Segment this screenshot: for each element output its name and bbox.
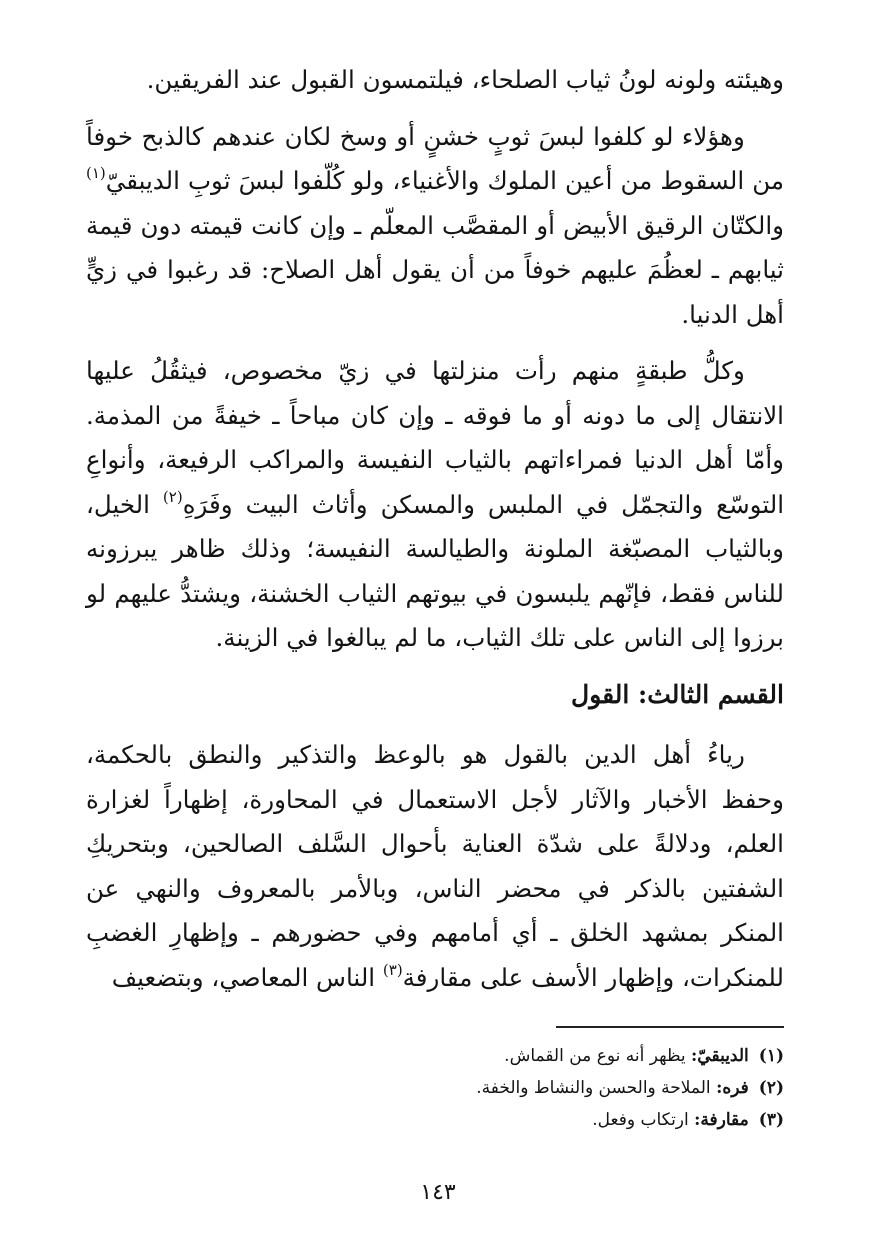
paragraph-text: وهؤلاء لو كلفوا لبسَ ثوبٍ خشنٍ أو وسخ لكان عندهم كالذبح خوفاً من السقوط من أعين الملوك والأغنياء، ولو كُلّفوا لبسَ ثوبِ الديبقيّ [86,121,784,195]
footnote-marker: (٣) [382,960,403,979]
footnote-number: (١) [758,1046,784,1066]
paragraph [86,115,784,338]
footnote-item [184,1040,784,1072]
footnote-number: (٢) [758,1078,784,1098]
paragraph-text: وهيئته ولونه لونُ ثياب الصلحاء، فيلتمسون القبول عند الفريقين. [146,65,784,94]
paragraph-text: الناس المعاصي، وبتضعيف [111,962,383,992]
page-body [86,58,784,1012]
footnotes [184,1040,784,1136]
page-number: ١٤٣ [420,1180,456,1205]
footnote-item [184,1072,784,1104]
footnote-number: (٣) [758,1110,784,1130]
paragraph [86,733,784,1000]
paragraph [86,58,784,103]
footnote-term: الديبقيّ: [691,1046,749,1066]
footnote-text: ارتكاب وفعل. [592,1110,695,1130]
footnote-marker: (٢) [162,487,183,506]
paragraph-text: الخيل، وبالثياب المصبّغة الملونة والطيالسة النفيسة؛ وذلك ظاهر يبرزونه للناس فقط، فإنّهم يلبسون في بيوتهم الثياب الخشنة، ويشتدُّ عليهم لو برزوا إلى الناس على تلك الثياب، ما لم يبالغوا في الزينة. [86,489,784,652]
footnote-term: فره: [716,1078,749,1098]
main-text [86,58,784,1000]
paragraph-text: والكتّان الرقيق الأبيض أو المقصَّب المعلّم ـ وإن كانت قيمته دون قيمة ثيابهم ـ لعظُمَ عليهم خوفاً من أن يقول أهل الصلاح: قد رغبوا في زيٍّ أهل الدنيا. [86,210,784,329]
footnote-text: الملاحة والحسن والنشاط والخفة. [476,1078,717,1098]
footnote-marker: (١) [86,164,106,182]
paragraph [86,349,784,661]
paragraph-text: وكلُّ طبقةٍ منهم رأت منزلتها في زيّ مخصوص، فيثقُلُ عليها الانتقال إلى ما دونه أو ما فوقه ـ وإن كان مباحاً ـ خيفةً من المذمة. وأمّا أهل الدنيا فمراءاتهم بالثياب النفيسة والمراكب الرفيعة، وأنواعِ التوسّع والتجمّل في الملبس والمسكن وأثاث البيت وفَرَهِ [86,356,785,519]
footnote-item [184,1104,784,1136]
footnote-term: مقارفة: [694,1110,749,1130]
footnote-text: يظهر أنه نوع من القماش. [504,1046,692,1066]
section-heading: القسم الثالث: القول [571,679,784,709]
paragraphs-before-heading [86,58,784,661]
paragraph-text: رياءُ أهل الدين بالقول هو بالوعظ والتذكير والنطق بالحكمة، وحفظ الأخبار والآثار لأجل الاستعمال في المحاورة، إظهاراً لغزارة العلم، ودلالةً على شدّة العناية بأحوال السَّلف الصالحين، وبتحريكِ الشفتين بالذكر في محضر الناس، وبالأمر بالمعروف والنهي عن المنكر بمشهد الخلق ـ أي أمامهم وفي حضورهم ـ وإظهارِ الغضبِ للمنكرات، وإظهار الأسف على مقارفة [86,740,784,992]
footnote-separator [556,1026,784,1028]
paragraph-after-heading [86,733,784,1000]
